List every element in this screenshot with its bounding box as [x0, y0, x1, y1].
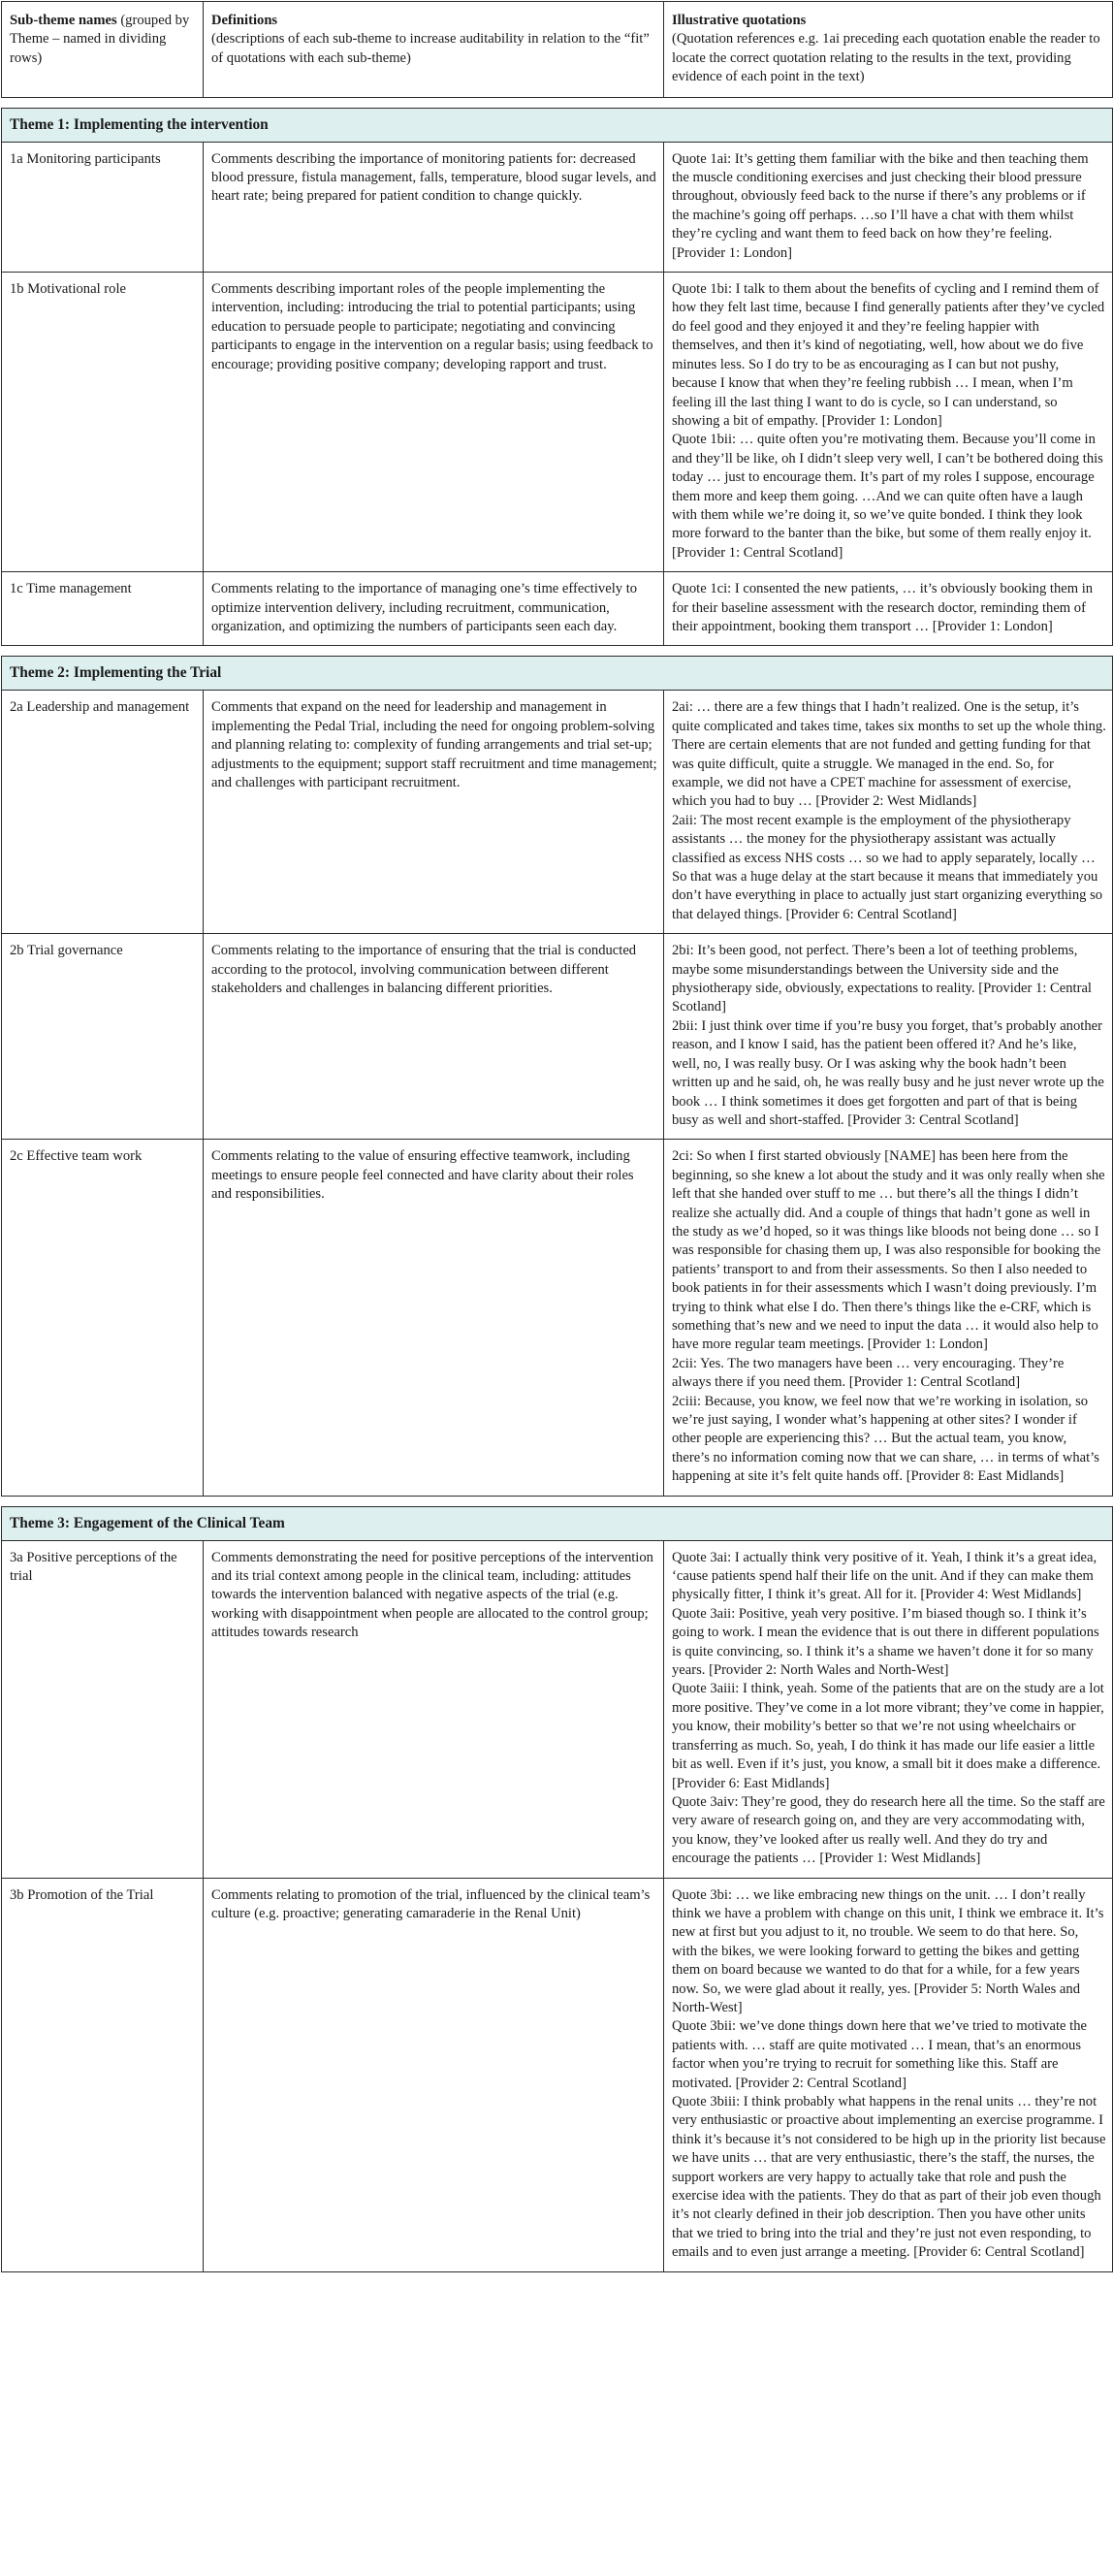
sub-theme-row: [2, 691, 1113, 934]
sub-theme-quotations: [664, 1140, 1113, 1496]
sub-theme-definition: Comments relating to promotion of the trial, influenced by the clinical team’s culture (e.g. proactive; generating camaraderie in the Renal Unit): [204, 1878, 664, 2271]
quotation: Quote 3aiv: They’re good, they do research here all the time. So the staff are very aware of research going on, and they are very accommodating with, you know, they’ve looked after us really well. And they do try and encourage the patients … [Provider 1: West Midlands]: [672, 1793, 1105, 1867]
sub-theme-name: 1c Time management: [2, 572, 204, 646]
theme-title: Theme 2: Implementing the Trial: [2, 657, 1113, 691]
quotation: 2aii: The most recent example is the employment of the physiotherapy assistants … the money for the physiotherapy assistant was actually classified as excess NHS costs … so we had to apply separately, locally … So that was a huge delay at the start because it means that immediately you don’t have everything in place to actually just start organizing everything so that delayed things. [Provider 6: Central Scotland]: [672, 812, 1103, 922]
quotation: Quote 3bi: … we like embracing new things on the unit. … I don’t really think we have a problem with change on this unit, I think we embrace it. It’s new at first but you adjust to it, no trouble. We seem to do that here. So, with the bikes, we were looking forward to getting the bikes and getting them on board because we wanted to do that for a while, for a few years now. So, we were glad about it really, yes. [Provider 5: North Wales and North-West]: [672, 1886, 1104, 2015]
quotation: Quote 1bi: I talk to them about the benefits of cycling and I remind them of how they felt last time, because I find generally patients after they’ve cycled do feel good and they enjoyed it and they’re feeling happier with themselves, and then it’s kind of negotiating, well, how about we do five minutes less. So I do try to be as encouraging as I can but not pushy, because I know that when they’re feeling rubbish … I mean, when I’m feeling ill the last thing I want to do is cycle, so I can understand, so showing a bit of empathy. [Provider 1: London]: [672, 281, 1105, 429]
quotation: 2ci: So when I first started obviously [NAME] has been here from the beginning, so she knew a lot about the study and it was only really when she left that she handed over stuff to me … but there’s all the things I didn’t realize she actually did. And a couple of things that hadn’t gone as well in the study as we’d hoped, so it was things like bloods not being done … so I was responsible for chasing them up, I was also responsible for booking the patients’ transport to and from their assessments. So then I also needed to book patients in for their assessments which I wasn’t doing previously. I’m trying to think what else I do. Then there’s things like the e-CRF, which is something that’s new and we need to input the data … it would also help to have more regular team meetings. [Provider 1: London]: [672, 1148, 1105, 1353]
quotation: Quote 3aii: Positive, yeah very positive. I’m biased though so. I think it’s going to work. I mean the evidence that is out there in different populations is quite convincing, so. I think it’s a shame we haven’t done it for so many years. [Provider 2: North Wales and North-West]: [672, 1605, 1099, 1679]
theme-title: Theme 3: Engagement of the Clinical Team: [2, 1506, 1113, 1540]
quotation: Quote 3biii: I think probably what happens in the renal units … they’re not very enthusiastic or proactive about implementing an exercise programme. I think it’s because it’s not considered to be high up in the priority list because we have units … that are very enthusiastic, there’s the staff, the nurses, the support workers are very happy to actually take that role and push the exercise idea with the patients. They do that as part of their job even though it’s not clearly defined in their job description. Then you have other units that we tried to bring into the trial and they’re just not even responding, to emails and to even just arrange a meeting. [Provider 6: Central Scotland]: [672, 2094, 1106, 2261]
quotation: 2bii: I just think over time if you’re busy you forget, that’s probably another reason, and I know I said, has the patient been offered it? And he’s like, well, no, I was really busy. Or I was asking why the book hadn’t been written up and he said, oh, he was really busy and he just never wrote up the book … I think sometimes it does get forgotten and part of that is being busy as well and short-staffed. [Provider 3: Central Scotland]: [672, 1017, 1104, 1128]
sub-theme-quotations: [664, 572, 1113, 646]
sub-themes-table: [1, 1, 1113, 2272]
sub-theme-quotations: [664, 142, 1113, 272]
sub-theme-quotations: [664, 691, 1113, 934]
quotation: 2ciii: Because, you know, we feel now that we’re working in isolation, so we’re just saying, I wonder what’s happening at other sites? I wonder if other people are experiencing this? … But the actual team, you know, there’s no information coming now that we can share, … in terms of what’s happening at site it’s felt quite hands off. [Provider 8: East Midlands]: [672, 1393, 1099, 1485]
sub-theme-quotations: [664, 934, 1113, 1140]
sub-theme-row: [2, 572, 1113, 646]
sub-theme-definition: Comments that expand on the need for leadership and management in implementing the Pedal Trial, including the need for ongoing problem-solving and planning relating to: complexity of funding arrangements and trial set-up; adjustments to the equipment; support staff recruitment and time management; and challenges with participant recruitment.: [204, 691, 664, 934]
header-illustrative-quotations: [664, 2, 1113, 98]
theme-row: [2, 1506, 1113, 1540]
theme-spacer-cell: [2, 646, 1113, 657]
sub-theme-name: 3b Promotion of the Trial: [2, 1878, 204, 2271]
theme-row: [2, 657, 1113, 691]
table-header-row: [2, 2, 1113, 98]
sub-theme-quotations: [664, 1540, 1113, 1878]
quotation: Quote 1ai: It’s getting them familiar with the bike and then teaching them the muscle conditioning exercises and just checking their blood pressure throughout, obviously feed back to the nurse if there’s any problems or if the machine’s going off perhaps. …so I’ll have a chat with them whilst they’re cycling and want them to feed back on how they’re feeling. [Provider 1: London]: [672, 150, 1089, 261]
quotation: 2cii: Yes. The two managers have been … very encouraging. They’re always there if you need them. [Provider 1: Central Scotland]: [672, 1355, 1065, 1391]
sub-theme-row: [2, 273, 1113, 572]
header-quotations-note: (Quotation references e.g. 1ai preceding each quotation enable the reader to locate the correct quotation relating to the results in the text, providing evidence of each point in the text): [672, 31, 1100, 85]
sub-theme-name: 3a Positive perceptions of the trial: [2, 1540, 204, 1878]
theme-title: Theme 1: Implementing the intervention: [2, 108, 1113, 142]
sub-theme-name: 1b Motivational role: [2, 273, 204, 572]
theme-spacer-row: [2, 1496, 1113, 1506]
sub-theme-name: 1a Monitoring participants: [2, 142, 204, 272]
sub-theme-definition: Comments describing important roles of the people implementing the intervention, including: introducing the trial to potential participants; using education to persuade people to participate; negotiating and convincing participants to engage in the intervention on a regular basis; using feedback to encourage; providing positive company; developing rapport and trust.: [204, 273, 664, 572]
header-sub-theme-names-title: Sub-theme names: [10, 13, 117, 28]
sub-theme-row: [2, 1140, 1113, 1496]
quotation: Quote 3bii: we’ve done things down here that we’ve tried to motivate the patients with. … staff are quite motivated … I mean, that’s an enormous factor when you’re trying to recruit for something like this. Staff are motivated. [Provider 2: Central Scotland]: [672, 2018, 1087, 2091]
header-sub-theme-names: [2, 2, 204, 98]
sub-theme-row: [2, 142, 1113, 272]
sub-theme-definition: Comments describing the importance of monitoring patients for: decreased blood pressure, fistula management, falls, temperature, blood sugar levels, and heart rate; being prepared for patient condition to change quickly.: [204, 142, 664, 272]
sub-theme-name: 2b Trial governance: [2, 934, 204, 1140]
sub-theme-name: 2a Leadership and management: [2, 691, 204, 934]
quotation: Quote 3aiii: I think, yeah. Some of the patients that are on the study are a lot more positive. They’ve come in a lot more vibrant; they’ve come in happier, you know, their mobility’s better so that we’re not using wheelchairs or transferring as much. So, yeah, I do think it has made our life easier a little bit as well. Even if it’s just, you know, a small bit it does make a difference. [Provider 6: East Midlands]: [672, 1681, 1104, 1791]
theme-spacer-row: [2, 97, 1113, 108]
theme-spacer-row: [2, 646, 1113, 657]
header-definitions-title: Definitions: [211, 13, 278, 28]
sub-theme-definition: Comments relating to the importance of ensuring that the trial is conducted according to the protocol, involving communication between different stakeholders and challenges in balancing different priorities.: [204, 934, 664, 1140]
sub-theme-row: [2, 1878, 1113, 2271]
sub-theme-row: [2, 1540, 1113, 1878]
header-definitions: [204, 2, 664, 98]
sub-theme-quotations: [664, 1878, 1113, 2271]
sub-theme-row: [2, 934, 1113, 1140]
quotation: 2bi: It’s been good, not perfect. There’s been a lot of teething problems, maybe some misunderstandings between the University side and the physiotherapy side, obviously, expectations to reality. [Provider 1: Central Scotland]: [672, 943, 1092, 1015]
quotation: Quote 1bii: … quite often you’re motivating them. Because you’ll come in and they’ll be like, oh I didn’t sleep very well, I can’t be bothered doing this today … just to encourage them. It’s part of my roles I suppose, encourage them more and keep them going. …And we can quite often have a laugh with them while we’re doing it, so we’ve quite bonded. I think they look more forward to the banter than the bike, but some of them really enjoy it. [Provider 1: Central Scotland]: [672, 432, 1103, 561]
sub-theme-name: 2c Effective team work: [2, 1140, 204, 1496]
header-quotations-title: Illustrative quotations: [672, 13, 807, 28]
quotation: 2ai: … there are a few things that I hadn’t realized. One is the setup, it’s quite complicated and takes time, takes six months to set up the whole thing. There are certain elements that are not funded and getting funding for that was quite difficult, quite a struggle. We managed in the end. So, for example, we did not have a CPET machine for assessment of exercise, which you had to buy … [Provider 2: West Midlands]: [672, 699, 1106, 810]
theme-spacer-cell: [2, 97, 1113, 108]
header-definitions-note: (descriptions of each sub-theme to increase auditability in relation to the “fit” of quotations with each sub-theme): [211, 31, 650, 66]
quotation: Quote 1ci: I consented the new patients, … it’s obviously booking them in for their baseline assessment with the research doctor, reminding them of their appointment, booking them transport … [Provider 1: London]: [672, 581, 1094, 634]
sub-theme-definition: Comments demonstrating the need for positive perceptions of the intervention and its trial context among people in the clinical team, including: attitudes towards the intervention balanced with negative aspects of the trial (e.g. working with disappointment when people are allocated to the control group; attitudes towards research: [204, 1540, 664, 1878]
theme-spacer-cell: [2, 1496, 1113, 1506]
table-body: [2, 97, 1113, 2271]
header-sub-theme-names-note: (grouped by Theme – named in dividing rows): [10, 13, 190, 66]
theme-row: [2, 108, 1113, 142]
quotation: Quote 3ai: I actually think very positive of it. Yeah, I think it’s a great idea, ‘cause patients spend half their life on the unit. And if they can make them physically fitter, I think it’s great. All for it. [Provider 4: West Midlands]: [672, 1549, 1097, 1603]
sub-theme-definition: Comments relating to the value of ensuring effective teamwork, including meetings to ensure people feel connected and have clarity about their roles and responsibilities.: [204, 1140, 664, 1496]
sub-theme-quotations: [664, 273, 1113, 572]
sub-theme-definition: Comments relating to the importance of managing one’s time effectively to optimize intervention delivery, including recruitment, communication, organization, and optimizing the numbers of participants seen each day.: [204, 572, 664, 646]
